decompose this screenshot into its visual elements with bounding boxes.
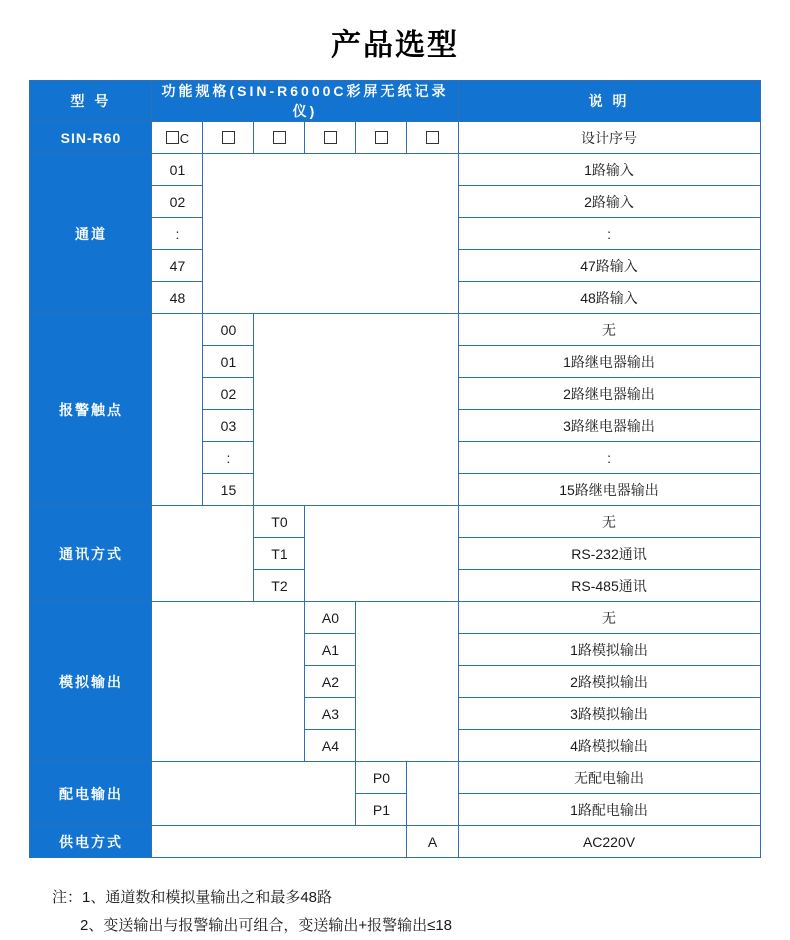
spacer-cell bbox=[203, 154, 458, 314]
table-row bbox=[30, 506, 760, 538]
code-cell: A0 bbox=[305, 602, 356, 634]
desc-cell: 1路模拟输出 bbox=[458, 634, 760, 666]
code-cell: T1 bbox=[254, 538, 305, 570]
code-cell: 02 bbox=[203, 378, 254, 410]
desc-cell: RS-232通讯 bbox=[458, 538, 760, 570]
spacer-cell bbox=[152, 602, 305, 762]
spacer-cell bbox=[152, 826, 407, 858]
code-cell: 01 bbox=[152, 154, 203, 186]
desc-cell: 无配电输出 bbox=[458, 762, 760, 794]
code-cell: 48 bbox=[152, 282, 203, 314]
desc-cell: 无 bbox=[458, 314, 760, 346]
desc-cell: : bbox=[458, 442, 760, 474]
checkbox-icon bbox=[426, 131, 439, 144]
checkbox-icon bbox=[324, 131, 337, 144]
model-box-5 bbox=[407, 122, 458, 154]
code-cell: T0 bbox=[254, 506, 305, 538]
note-line-2: 2、变送输出与报警输出可组合，变送输出+报警输出≤18 bbox=[80, 917, 453, 934]
code-cell: : bbox=[152, 218, 203, 250]
table-row bbox=[30, 154, 760, 186]
table-row bbox=[30, 602, 760, 634]
desc-cell: 47路输入 bbox=[458, 250, 760, 282]
model-box-3 bbox=[305, 122, 356, 154]
model-label: SIN-R60 bbox=[30, 122, 152, 154]
header-spec: 功能规格(SIN-R6000C彩屏无纸记录仪) bbox=[152, 81, 458, 122]
note-line-1: 注：1、通道数和模拟量输出之和最多48路 bbox=[52, 889, 333, 906]
code-cell: A2 bbox=[305, 666, 356, 698]
checkbox-icon bbox=[375, 131, 388, 144]
category-power-supply: 供电方式 bbox=[30, 826, 152, 858]
category-alarm-contact: 报警触点 bbox=[30, 314, 152, 506]
model-desc: 设计序号 bbox=[458, 122, 760, 154]
notes-block bbox=[0, 884, 790, 940]
header-model: 型 号 bbox=[30, 81, 152, 122]
table-row bbox=[30, 826, 760, 858]
desc-cell: 2路模拟输出 bbox=[458, 666, 760, 698]
header-desc: 说 明 bbox=[458, 81, 760, 122]
category-power-distribution: 配电输出 bbox=[30, 762, 152, 826]
desc-cell: : bbox=[458, 218, 760, 250]
code-cell: 47 bbox=[152, 250, 203, 282]
table-row bbox=[30, 122, 760, 154]
model-box-1 bbox=[203, 122, 254, 154]
code-cell: 03 bbox=[203, 410, 254, 442]
code-cell: T2 bbox=[254, 570, 305, 602]
code-cell: 02 bbox=[152, 186, 203, 218]
category-analog-output: 模拟输出 bbox=[30, 602, 152, 762]
desc-cell: 无 bbox=[458, 602, 760, 634]
table-row bbox=[30, 314, 760, 346]
category-communication: 通讯方式 bbox=[30, 506, 152, 602]
code-cell: A1 bbox=[305, 634, 356, 666]
desc-cell: AC220V bbox=[458, 826, 760, 858]
code-cell: 01 bbox=[203, 346, 254, 378]
page-title: 产品选型 bbox=[331, 29, 459, 62]
model-box-4 bbox=[356, 122, 407, 154]
desc-cell: 15路继电器输出 bbox=[458, 474, 760, 506]
desc-cell: 1路输入 bbox=[458, 154, 760, 186]
desc-cell: 4路模拟输出 bbox=[458, 730, 760, 762]
checkbox-icon bbox=[222, 131, 235, 144]
code-cell: 15 bbox=[203, 474, 254, 506]
table-header-row bbox=[30, 81, 760, 122]
spacer-cell bbox=[152, 762, 356, 826]
category-channel: 通道 bbox=[30, 154, 152, 314]
code-cell: : bbox=[203, 442, 254, 474]
code-cell: A bbox=[407, 826, 458, 858]
spacer-cell bbox=[407, 762, 458, 826]
desc-cell: 1路继电器输出 bbox=[458, 346, 760, 378]
spacer-cell bbox=[356, 602, 458, 762]
code-cell: P0 bbox=[356, 762, 407, 794]
spacer-cell bbox=[152, 506, 254, 602]
spacer-cell bbox=[254, 314, 458, 506]
code-cell: A3 bbox=[305, 698, 356, 730]
code-cell: P1 bbox=[356, 794, 407, 826]
desc-cell: 2路输入 bbox=[458, 186, 760, 218]
desc-cell: 48路输入 bbox=[458, 282, 760, 314]
spacer-cell bbox=[152, 314, 203, 506]
desc-cell: 无 bbox=[458, 506, 760, 538]
table-row bbox=[30, 762, 760, 794]
checkbox-icon bbox=[273, 131, 286, 144]
product-selection-table bbox=[29, 80, 760, 858]
desc-cell: 3路继电器输出 bbox=[458, 410, 760, 442]
code-cell: 00 bbox=[203, 314, 254, 346]
desc-cell: 1路配电输出 bbox=[458, 794, 760, 826]
checkbox-icon bbox=[166, 131, 179, 144]
desc-cell: 3路模拟输出 bbox=[458, 698, 760, 730]
code-cell: A4 bbox=[305, 730, 356, 762]
spacer-cell bbox=[305, 506, 458, 602]
desc-cell: RS-485通讯 bbox=[458, 570, 760, 602]
model-box-2 bbox=[254, 122, 305, 154]
model-box-0: C bbox=[152, 122, 203, 154]
desc-cell: 2路继电器输出 bbox=[458, 378, 760, 410]
